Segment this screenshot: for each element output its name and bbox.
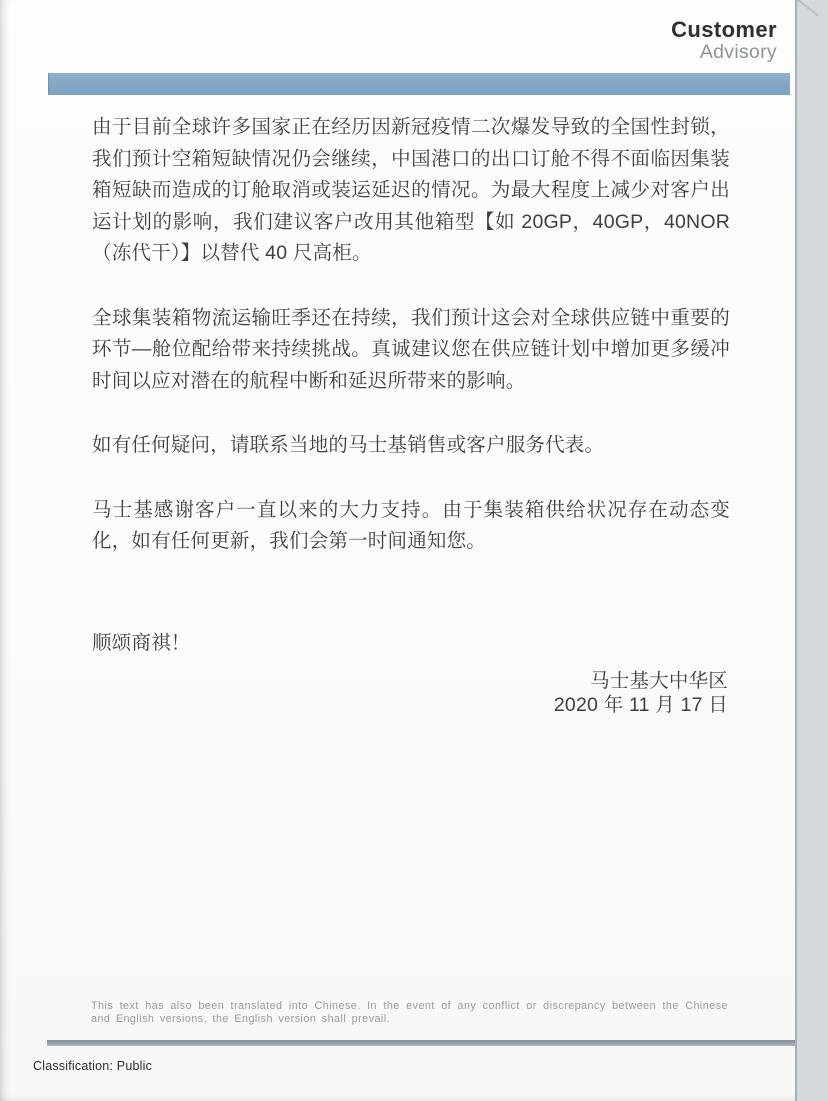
classification-label: Classification: Public bbox=[33, 1059, 153, 1073]
signature-company: 马士基大中华区 bbox=[590, 670, 728, 692]
closing-salutation: 顺颂商祺！ bbox=[92, 631, 191, 654]
letter-body bbox=[92, 112, 730, 717]
footer-divider bbox=[47, 1040, 795, 1046]
accent-bar bbox=[48, 73, 790, 95]
paragraph-peak-season-capacity: 全球集装箱物流运输旺季还在持续，我们预计这会对全球供应链中重要的环节—舱位配给带来持续挑战。真诚建议您在供应链计划中增加更多缓冲时间以应对潜在的航程中断和延迟所带来的影响。 bbox=[92, 306, 730, 392]
translation-disclaimer: This text has also been translated into Chinese. In the event of any conflict or discrepancy between the Chinese and English versions, the English version shall prevail. bbox=[91, 1000, 728, 1025]
header-title: Customer bbox=[671, 17, 777, 42]
advisory-header bbox=[671, 18, 777, 62]
header-subtitle: Advisory bbox=[699, 41, 777, 63]
paragraph-lockdown-equipment-shortage: 由于目前全球许多国家正在经历因新冠疫情二次爆发导致的全国性封锁，我们预计空箱短缺情况仍会继续，中国港口的出口订舱不得不面临因集装箱短缺而造成的订舱取消或装运延迟的情况。为最大程度上减少对客户出运计划的影响，我们建议客户改用其他箱型【如 20GP，40GP，40NOR（冻代干）】以替代 40 尺高柜。 bbox=[92, 116, 730, 264]
paragraph-thanks-updates: 马士基感谢客户一直以来的大力支持。由于集装箱供给状况存在动态变化，如有任何更新，我们会第一时间通知您。 bbox=[92, 498, 730, 552]
signature-block bbox=[92, 669, 730, 717]
signature-date: 2020 年 11 月 17 日 bbox=[553, 694, 728, 716]
paragraph-contact-representative: 如有任何疑问，请联系当地的马士基销售或客户服务代表。 bbox=[92, 434, 605, 456]
